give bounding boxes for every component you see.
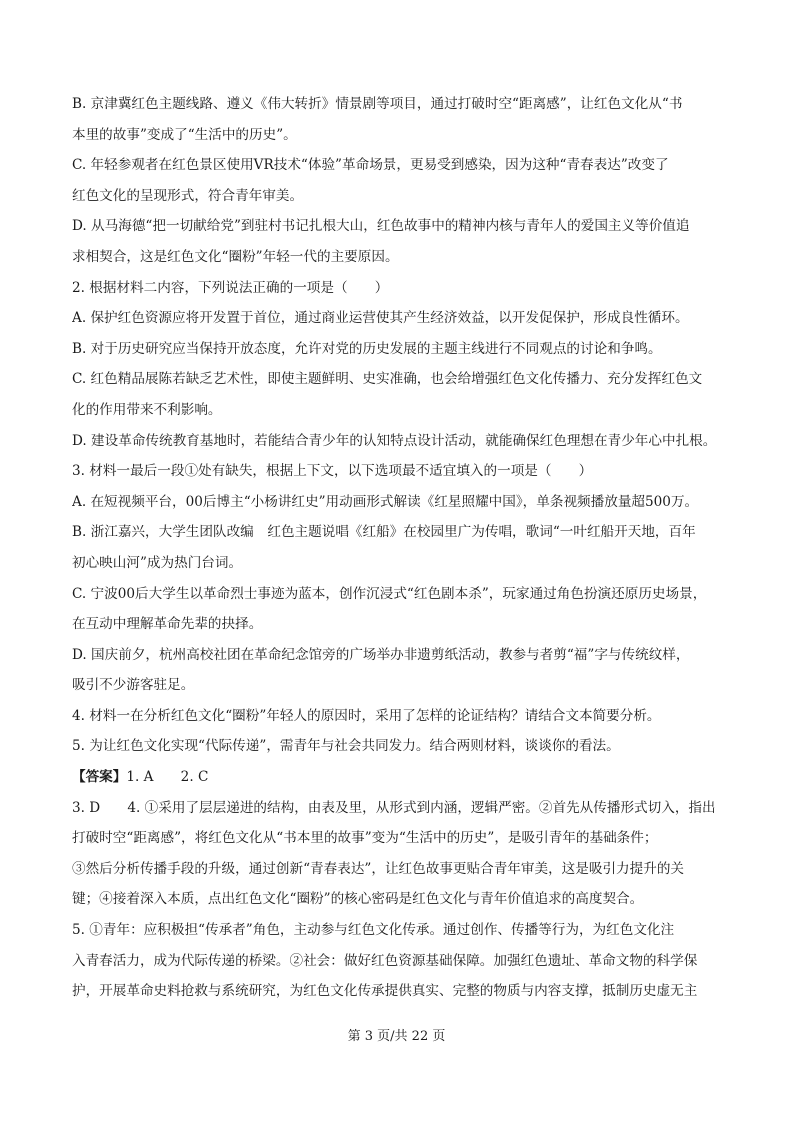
answer-text-line: 入青春活力，成为代际传递的桥梁。②社会：做好红色资源基础保障。加强红色遗址、革命文物的科学保 [72,952,698,969]
text-line: 初心映山河”成为热门台词。 [72,554,243,571]
text-line: D. 从马海德“把一切献给党”到驻村书记扎根大山，红色故事中的精神内核与青年人的爱国主义等价值追 [72,218,690,235]
text-line: C. 红色精品展陈若缺乏艺术性，即使主题鲜明、史实准确，也会给增强红色文化传播力、充分发挥红色文 [72,371,703,388]
answer-text-line: 打破时空“距离感”，将红色文化从“书本里的故事”变为“生活中的历史”，是吸引青年的基础条件； [72,830,658,847]
question-3: 3. 材料一最后一段①处有缺失，根据上下文，以下选项最不适宜填入的一项是（ ） [72,463,593,480]
text-line: A. 在短视频平台，00后博主“小杨讲红史”用动画形式解读《红星照耀中国》，单条视频播放量超500万。 [72,493,699,510]
text-line: A. 保护红色资源应将开发置于首位，通过商业运营使其产生经济效益，以开发促保护，形成良性循环。 [72,310,689,327]
answer-text-line: 5. ①青年：应积极担“传承者”角色，主动参与红色文化传承。通过创作、传播等行为，为红色文化注 [72,922,675,939]
text-line: 红色文化的呈现形式，符合青年审美。 [72,187,304,204]
page-number: 第 3 页/共 22 页 [347,1029,446,1044]
answer-text-line: 键；④接着深入本质，点出红色文化“圈粉”的核心密码是红色文化与青年价值追求的高度契合。 [72,891,644,908]
text-line: 吸引不少游客驻足。 [72,677,195,694]
question-2: 2. 根据材料二内容，下列说法正确的一项是（ ） [72,279,389,296]
answer-text-line: ③然后分析传播手段的升级，通过创新“青春表达”，让红色故事更贴合青年审美，这是吸引力提升的关 [72,860,685,877]
answer-text: 1. A 2. C [126,769,209,786]
text-line: B. 浙江嘉兴，大学生团队改编 红色主题说唱《红船》在校园里广为传唱，歌词“一叶红船开天地，百年 [72,524,696,541]
answer-label: 【答案】 [72,769,127,786]
answer-line [72,762,733,793]
text-line: B. 京津冀红色主题线路、遵义《伟大转折》情景剧等项目，通过打破时空“距离感”，让红色文化从“书 [72,96,683,112]
text-line: D. 国庆前夕，杭州高校社团在革命纪念馆旁的广场举办非遗剪纸活动，教参与者剪“福”字与传统纹样， [72,646,690,663]
text-line: C. 宁波00后大学生以革命烈士事迹为蓝本，创作沉浸式“红色剧本杀”，玩家通过角色扮演还原历史场景， [72,585,707,602]
text-line: 求相契合，这是红色文化“圈粉”年轻一代的主要原因。 [72,248,399,265]
text-line: 在互动中理解革命先辈的抉择。 [72,616,263,633]
text-line: 化的作用带来不利影响。 [72,401,222,418]
answer-text-line: 3. D 4. ①采用了层层递进的结构，由表及里，从形式到内涵，逻辑严密。②首先从传播形式切入，指出 [72,799,716,816]
text-line: C. 年轻参观者在红色景区使用VR技术“体验”革命场景，更易受到感染，因为这种“青春表达”改变了 [72,157,669,174]
text-line: D. 建设革命传统教育基地时，若能结合青少年的认知特点设计活动，就能确保红色理想在青少年心中扎根。 [72,432,717,449]
text-line: B. 对于历史研究应当保持开放态度，允许对党的历史发展的主题主线进行不同观点的讨论和争鸣。 [72,340,662,357]
question-5: 5. 为让红色文化实现“代际传递”，需青年与社会共同发力。结合两则材料，谈谈你的看法。 [72,738,620,755]
question-4: 4. 材料一在分析红色文化“圈粉”年轻人的原因时，采用了怎样的论证结构？请结合文本简要分析。 [72,707,661,724]
text-line: 本里的故事”变成了“生活中的历史”。 [72,126,297,143]
answer-text-line: 护，开展革命史料抢救与系统研究，为红色文化传承提供真实、完整的物质与内容支撑，抵制历史虚无主 [72,983,698,1000]
